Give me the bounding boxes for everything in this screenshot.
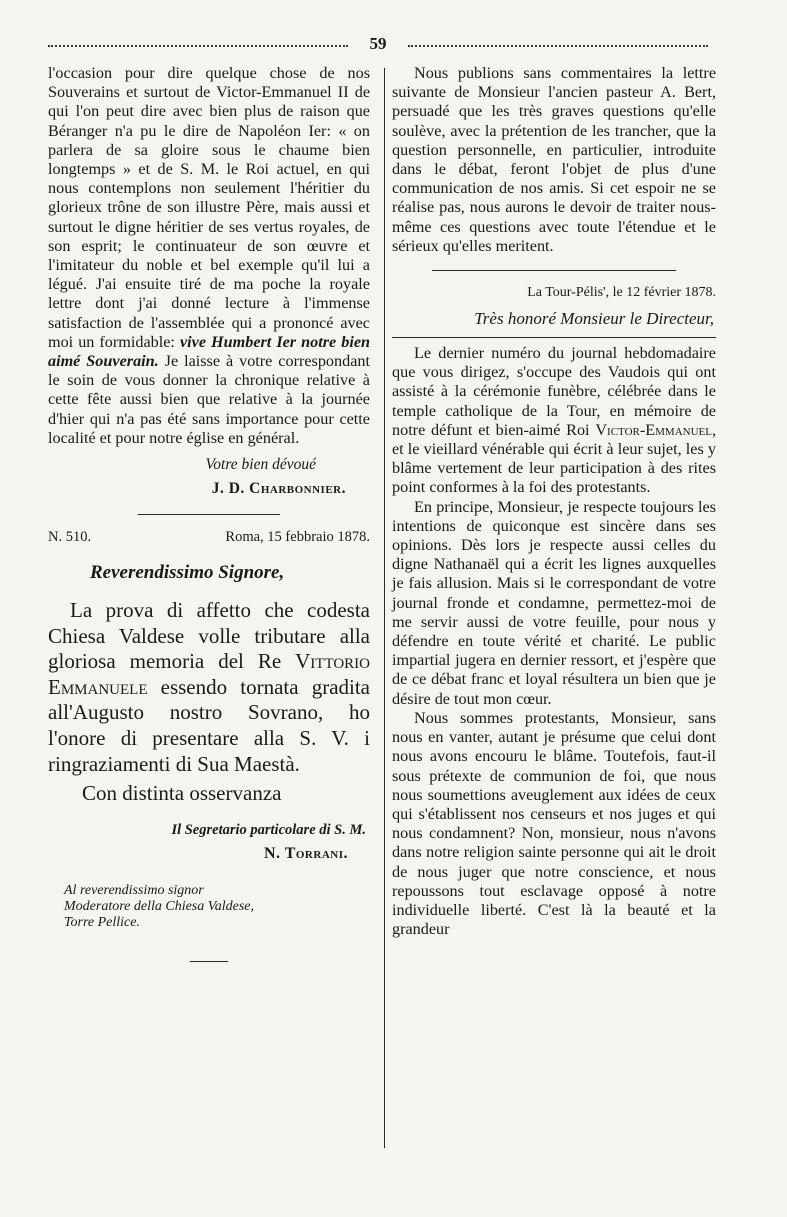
letter-number: N. 510. bbox=[48, 529, 92, 546]
signoff-greeting: Votre bien dévoué bbox=[205, 456, 316, 474]
royal-letter bbox=[48, 598, 370, 806]
para-1-part-a: Le dernier numéro du journal hebdomadaire que vous dirigez, s'occupe des Vaudois qui ont assisté à la cérémonie funèbre, célébrée dans le temple catholique de la Tour, en mémoire de notre défunt et bien-aimé Roi bbox=[392, 344, 716, 439]
bert-paragraph-1 bbox=[392, 344, 716, 498]
bert-paragraph-3: Nous sommes protestants, Monsieur, sans nous en vanter, autant je présume que celui dont nous avons encouru le blâme. Toutefois, faut-il sous prétexte de communion de foi, que nous nous soumettions aveuglement aux idées de ceux qui s'établissent nos censeurs et nos juges et qui nous condamnent? Non, monsieur, nous n'avons dans notre religion sainte personne qui ait le droit de nous juger que notre conscience, et nous repoussons tout esclavage opposé à notre individuelle liberté. C'est là la beauté et la grandeur bbox=[392, 708, 716, 939]
intro-separator bbox=[432, 270, 676, 271]
secretary-title: Il Segretario particolare di S. M. bbox=[171, 822, 366, 839]
header-rule-left bbox=[48, 45, 348, 47]
continuation-article bbox=[48, 64, 370, 448]
intro-paragraph: Nous publions sans commentaires la lettre suivante de Monsieur l'ancien pasteur A. Bert, persuadé que les très graves questions qu'elle soulève, avec la prétention de les trancher, que la question personnelle, en particulier, introduite dans le débat, feront l'objet de plus d'une communication de nos amis. Si cet espoir ne se réalise pas, nous aurons le devoir de traiter nous-même ces questions avec toute l'étendue et le sérieux qu'elles meritent. bbox=[392, 64, 716, 255]
royal-letter-body bbox=[48, 598, 370, 777]
letter-closing: Con distinta osservanza bbox=[82, 781, 282, 806]
salutation-rule bbox=[392, 337, 716, 338]
letter-body-part-2: essendo tornata gradita all'Augusto nostro Sovrano, ho l'onore di presentare alla S. V. i ringraziamenti di Sua Maestà. bbox=[48, 674, 371, 776]
intro-note bbox=[392, 64, 716, 256]
continuation-tail: Je laisse à votre correspondant le soin de vous donner la chronique relative à cette fête aussi bien que relative à la journée d'hier qui n'a pas été sans importance pour cette localité et pour notre église en général. bbox=[48, 352, 370, 447]
end-separator bbox=[190, 961, 229, 962]
page-header bbox=[48, 34, 708, 56]
secretary-name: N. Torrani. bbox=[263, 845, 348, 863]
continuation-paragraph bbox=[48, 64, 370, 448]
letter-salutation-right: Très honoré Monsieur le Directeur, bbox=[474, 309, 714, 329]
letter-header bbox=[48, 529, 370, 546]
section-separator bbox=[138, 514, 280, 515]
letter-body-name: Vittorio Emmanuele bbox=[48, 649, 371, 699]
para-1-name: Victor-Emmanuel bbox=[595, 420, 712, 439]
bert-letter bbox=[392, 344, 716, 939]
signoff-name: J. D. Charbonnier. bbox=[211, 480, 346, 498]
letter-salutation: Reverendissimo Signore, bbox=[90, 562, 285, 584]
continuation-text: l'occasion pour dire quelque chose de nos Souverains et surtout de Victor-Emmanuel II de qui l'on peut dire avec bien plus de raison que Béranger n'a pu le dire de Napoléon Ier: « on parlera de sa gloire sous le chaume bien longtemps » et de S. M. le Roi actuel, en qui nous contemplons non seulement l'héritier du glorieux trône de son illustre Père, mais aussi et surtout le digne héritier de ses vertus royales, de son esprit; le continuateur de son œuvre et l'imitateur du noble et bel exemple qu'il lui a légué. J'ai ensuite tiré de ma poche la royale lettre dont j'ai donné lecture à l'immense satisfaction de l'assemblée qui a prononcé avec moi un formidable: bbox=[48, 64, 370, 351]
bert-paragraph-2: En principe, Monsieur, je respecte toujours les intentions de quiconque est sincère dans ses opinions. Dès lors je respecte aussi celles du digne Nathanaël qui a écrit les lignes auxquelles je fais allusion. Mais si le correspondant de votre journal fronde et condamne, permettez-moi de me servir aussi de votre feuille, pour nous y défendre en toute vérité et charité. Le public impartial jugera en dernier ressort, et j'espère que de ce débat franc et loyal résultera un bien que je désire de tout mon cœur. bbox=[392, 497, 716, 708]
addressee: Al reverendissimo signor Moderatore della Chiesa Valdese, Torre Pellice. bbox=[64, 883, 255, 931]
article-signoff bbox=[48, 456, 370, 498]
letter-place-date-right: La Tour-Pélis', le 12 février 1878. bbox=[527, 285, 716, 301]
para-1-part-b: , et le vieillard vénérable qui écrit à leur sujet, les y blâme vertement de leur participation à des rites point conformes à la foi des protestants. bbox=[392, 420, 717, 497]
right-column bbox=[392, 64, 716, 939]
left-column bbox=[48, 64, 370, 962]
header-rule-right bbox=[408, 45, 708, 47]
page-number: 59 bbox=[369, 34, 387, 53]
column-divider bbox=[384, 68, 385, 1148]
letter-body-part-1: La prova di affetto che codesta Chiesa Valdese volle tributare alla gloriosa memoria del Re bbox=[48, 598, 370, 674]
letter-place-date: Roma, 15 febbraio 1878. bbox=[225, 529, 370, 546]
continuation-italic: vive Humbert Ier notre bien aimé Souverain. bbox=[48, 332, 371, 371]
